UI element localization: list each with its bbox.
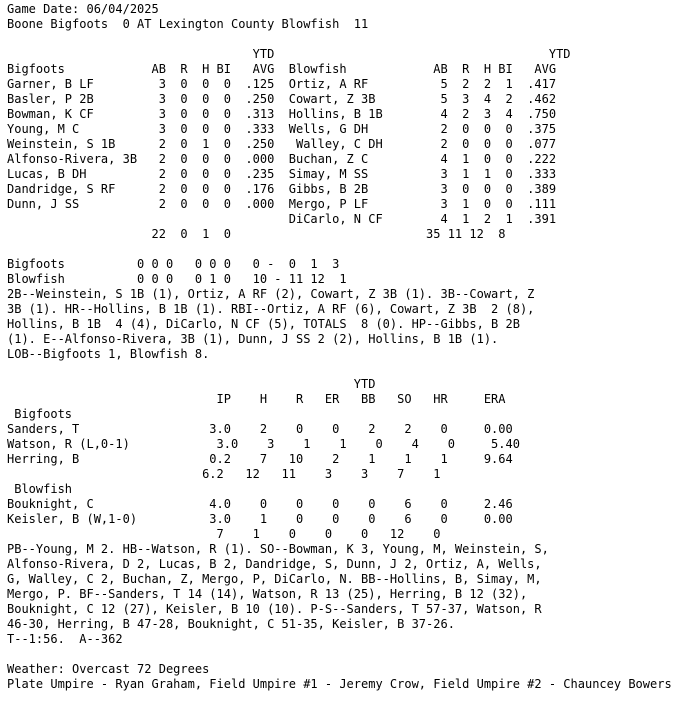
batting-column-header: Bigfoots AB R H BI AVG Blowfish AB R H BI AVG [7,62,557,76]
batting-row: Dunn, J SS 2 0 0 0 .000 Mergo, P LF 3 1 0 0 .111 [7,197,557,211]
weather-line: Weather: Overcast 72 Degrees [7,662,210,676]
game-note: 2B--Weinstein, S 1B (1), Ortiz, A RF (2), Cowart, Z 3B (1). 3B--Cowart, Z [7,287,535,301]
game-note: (1). E--Alfonso-Rivera, 3B (1), Dunn, J SS 2 (2), Hollins, B 1B (1). [7,332,499,346]
batting-totals: 22 0 1 0 35 11 12 8 [7,227,506,241]
game-note: Hollins, B 1B 4 (4), DiCarlo, N CF (5), TOTALS 8 (0). HP--Gibbs, B 2B [7,317,520,331]
pitching-team-label-bigfoots: Bigfoots [7,407,73,421]
game-note: LOB--Bigfoots 1, Blowfish 8. [7,347,210,361]
pitching-row: Bouknight, C 4.0 0 0 0 0 6 0 2.46 [7,497,513,511]
pitching-row: Keisler, B (W,1-0) 3.0 1 0 0 0 6 0 0.00 [7,512,513,526]
pitching-note: G, Walley, C 2, Buchan, Z, Mergo, P, DiCarlo, N. BB--Hollins, B, Simay, M, [7,572,542,586]
pitching-totals-bigfoots: 6.2 12 11 3 3 7 1 [7,467,441,481]
pitching-totals-blowfish: 7 1 0 0 0 12 0 [7,527,441,541]
batting-ytd-header: YTD YTD [7,47,571,61]
pitching-note: Alfonso-Rivera, D 2, Lucas, B 2, Dandridge, S, Dunn, J 2, Ortiz, A, Wells, [7,557,542,571]
pitching-team-label-blowfish: Blowfish [7,482,73,496]
batting-row: Dandridge, S RF 2 0 0 0 .176 Gibbs, B 2B 3 0 0 0 .389 [7,182,557,196]
pitching-note: Mergo, P. BF--Sanders, T 14 (14), Watson, R 13 (25), Herring, B 12 (32), [7,587,528,601]
blank-line [7,647,672,662]
pitching-note: 46-30, Herring, B 47-28, Bouknight, C 51-35, Keisler, B 37-26. [7,617,455,631]
pitching-note: PB--Young, M 2. HB--Watson, R (1). SO--Bowman, K 3, Young, M, Weinstein, S, [7,542,549,556]
pitching-note: T--1:56. A--362 [7,632,123,646]
game-date: Game Date: 06/04/2025 [7,2,159,16]
batting-row: Bowman, K CF 3 0 0 0 .313 Hollins, B 1B 4 2 3 4 .750 [7,107,557,121]
game-note: 3B (1). HR--Hollins, B 1B (1). RBI--Ortiz, A RF (6), Cowart, Z 3B 2 (8), [7,302,535,316]
pitching-row: Herring, B 0.2 7 10 2 1 1 1 9.64 [7,452,513,466]
batting-row: DiCarlo, N CF 4 1 2 1 .391 [7,212,557,226]
batting-row: Weinstein, S 1B 2 0 1 0 .250 Walley, C DH 2 0 0 0 .077 [7,137,557,151]
box-score-document [7,2,672,692]
pitching-row: Watson, R (L,0-1) 3.0 3 1 1 0 4 0 5.40 [7,437,520,451]
batting-row: Garner, B LF 3 0 0 0 .125 Ortiz, A RF 5 2 2 1 .417 [7,77,557,91]
pitching-note: Bouknight, C 12 (27), Keisler, B 10 (10). P-S--Sanders, T 57-37, Watson, R [7,602,542,616]
batting-row: Alfonso-Rivera, 3B 2 0 0 0 .000 Buchan, Z C 4 1 0 0 .222 [7,152,557,166]
linescore-blowfish: Blowfish 0 0 0 0 1 0 10 - 11 12 1 [7,272,347,286]
umpires-line: Plate Umpire - Ryan Graham, Field Umpire #1 - Jeremy Crow, Field Umpire #2 - Chauncey Bowers [7,677,672,691]
blank-line [7,242,672,257]
pitching-column-header: IP H R ER BB SO HR ERA [7,392,506,406]
batting-row: Young, M C 3 0 0 0 .333 Wells, G DH 2 0 0 0 .375 [7,122,557,136]
blank-line [7,362,672,377]
linescore-bigfoots: Bigfoots 0 0 0 0 0 0 0 - 0 1 3 [7,257,340,271]
pitching-row: Sanders, T 3.0 2 0 0 2 2 0 0.00 [7,422,513,436]
matchup-line: Boone Bigfoots 0 AT Lexington County Blowfish 11 [7,17,369,31]
blank-line [7,32,672,47]
batting-row: Basler, P 2B 3 0 0 0 .250 Cowart, Z 3B 5 3 4 2 .462 [7,92,557,106]
pitching-ytd-header: YTD [7,377,376,391]
batting-row: Lucas, B DH 2 0 0 0 .235 Simay, M SS 3 1 1 0 .333 [7,167,557,181]
